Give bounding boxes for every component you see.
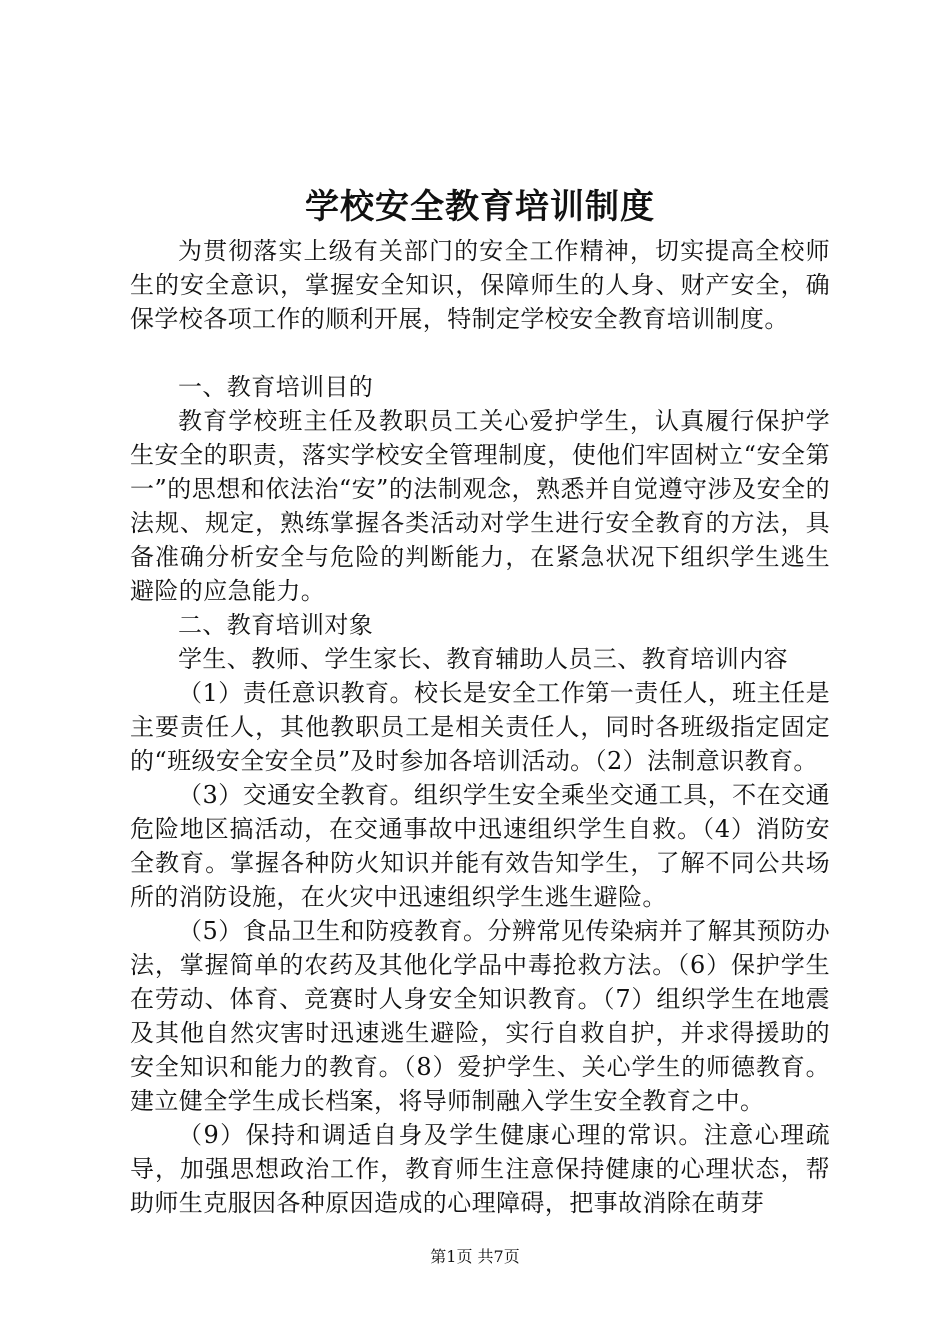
content-item-3-4: （3）交通安全教育。组织学生安全乘坐交通工具，不在交通危险地区搞活动，在交通事故中迅速组织学生自救。（4）消防安全教育。掌握各种防火知识并能有效告知学生，了解不同公共场所的消防设施，在火灾中迅速组织学生逃生避险。 [130, 781, 830, 911]
intro-paragraph: 为贯彻落实上级有关部门的安全工作精神，切实提高全校师生的安全意识，掌握安全知识，保障师生的人身、财产安全，确保学校各项工作的顺利开展，特制定学校安全教育培训制度。 [130, 237, 830, 333]
content-item-9: （9）保持和调适自身及学生健康心理的常识。注意心理疏导，加强思想政治工作，教育师生注意保持健康的心理状态，帮助师生克服因各种原因造成的心理障碍，把事故消除在萌芽 [130, 1121, 830, 1217]
content-item-5-8: （5）食品卫生和防疫教育。分辨常见传染病并了解其预防办法，掌握简单的农药及其他化学品中毒抢救方法。（6）保护学生在劳动、体育、竞赛时人身安全知识教育。（7）组织学生在地震及其他自然灾害时迅速逃生避险，实行自救自护，并求得援助的安全知识和能力的教育。（8）爱护学生、关心学生的师德教育。建立健全学生成长档案，将导师制融入学生安全教育之中。 [130, 917, 830, 1115]
document-title: 学校安全教育培训制度 [305, 187, 655, 227]
document-page [130, 180, 830, 1220]
content-item-1-2: （1）责任意识教育。校长是安全工作第一责任人，班主任是主要责任人，其他教职员工是相关责任人，同时各班级指定固定的“班级安全安全员”及时参加各培训活动。（2）法制意识教育。 [130, 679, 830, 775]
section1-body: 教育学校班主任及教职员工关心爱护学生，认真履行保护学生安全的职责，落实学校安全管理制度，使他们牢固树立“安全第一”的思想和依法治“安”的法制观念，熟悉并自觉遵守涉及安全的法规、规定，熟练掌握各类活动对学生进行安全教育的方法，具备准确分析安全与危险的判断能力，在紧急状况下组织学生逃生避险的应急能力。 [130, 407, 830, 605]
section1-heading: 一、教育培训目的 [178, 373, 374, 401]
section2-heading: 二、教育培训对象 [178, 611, 374, 639]
page-footer: 第1页 共7页 [430, 1247, 520, 1266]
section2-body: 学生、教师、学生家长、教育辅助人员三、教育培训内容 [178, 645, 788, 673]
paragraph-gap [130, 336, 830, 370]
